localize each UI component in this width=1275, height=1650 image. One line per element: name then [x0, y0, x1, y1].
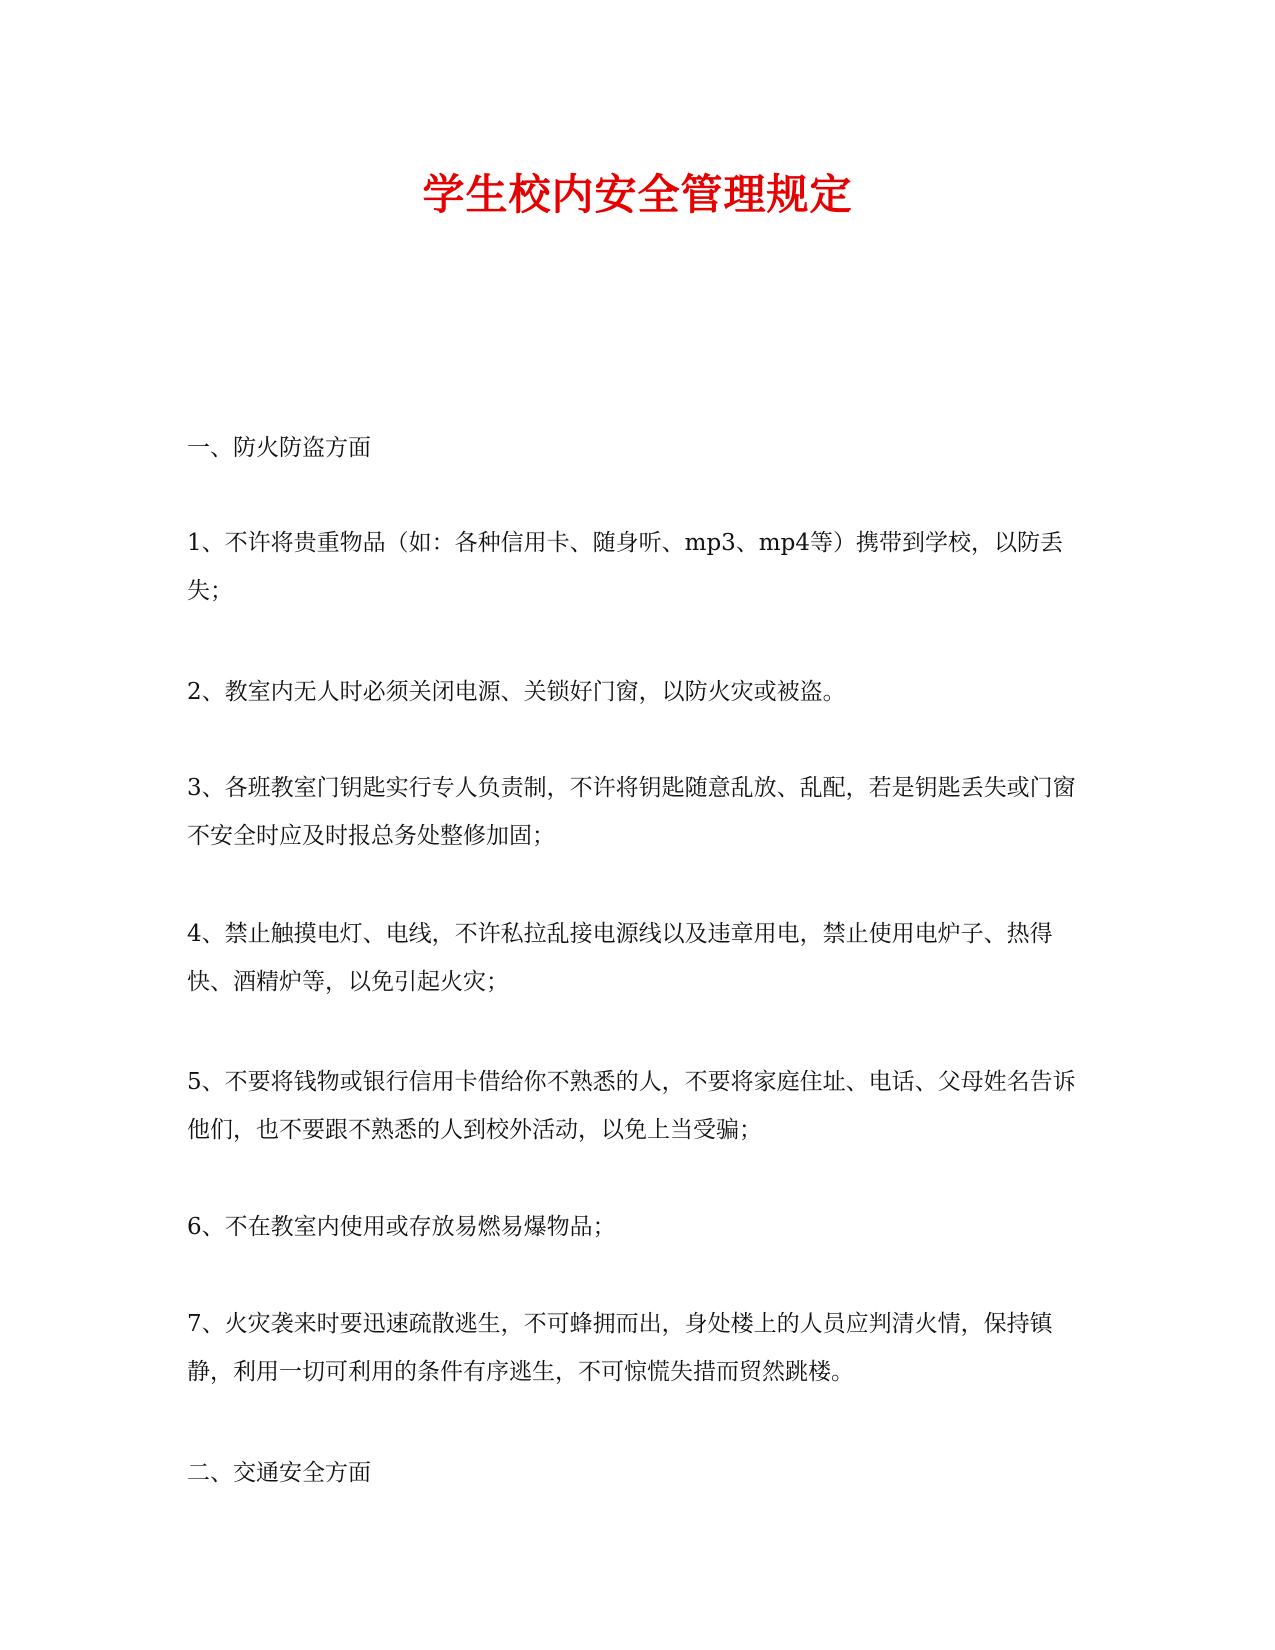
- rule-item-7: 7、火灾袭来时要迅速疏散逃生，不可蜂拥而出，身处楼上的人员应判清火情，保持镇静，利用一切可利用的条件有序逃生，不可惊慌失措而贸然跳楼。: [187, 1311, 1053, 1385]
- rule-item-1: 1、不许将贵重物品（如：各种信用卡、随身听、mp3、mp4等）携带到学校，以防丢失；: [187, 530, 1063, 604]
- rule-item-6: 6、不在教室内使用或存放易燃易爆物品；: [187, 1214, 616, 1240]
- rule-item-5: 5、不要将钱物或银行信用卡借给你不熟悉的人，不要将家庭住址、电话、父母姓名告诉他们，也不要跟不熟悉的人到校外活动，以免上当受骗；: [187, 1069, 1076, 1143]
- rule-item-3: 3、各班教室门钥匙实行专人负责制，不许将钥匙随意乱放、乱配，若是钥匙丢失或门窗不安全时应及时报总务处整修加固；: [187, 775, 1076, 849]
- rule-item-4: 4、禁止触摸电灯、电线，不许私拉乱接电源线以及违章用电，禁止使用电炉子、热得快、酒精炉等，以免引起火灾；: [187, 921, 1053, 995]
- section-heading-traffic: 二、交通安全方面: [187, 1460, 371, 1486]
- document-title: 学生校内安全管理规定: [422, 170, 853, 219]
- section-heading-fire-theft: 一、防火防盗方面: [187, 435, 371, 461]
- rule-item-2: 2、教室内无人时必须关闭电源、关锁好门窗，以防火灾或被盗。: [187, 679, 846, 705]
